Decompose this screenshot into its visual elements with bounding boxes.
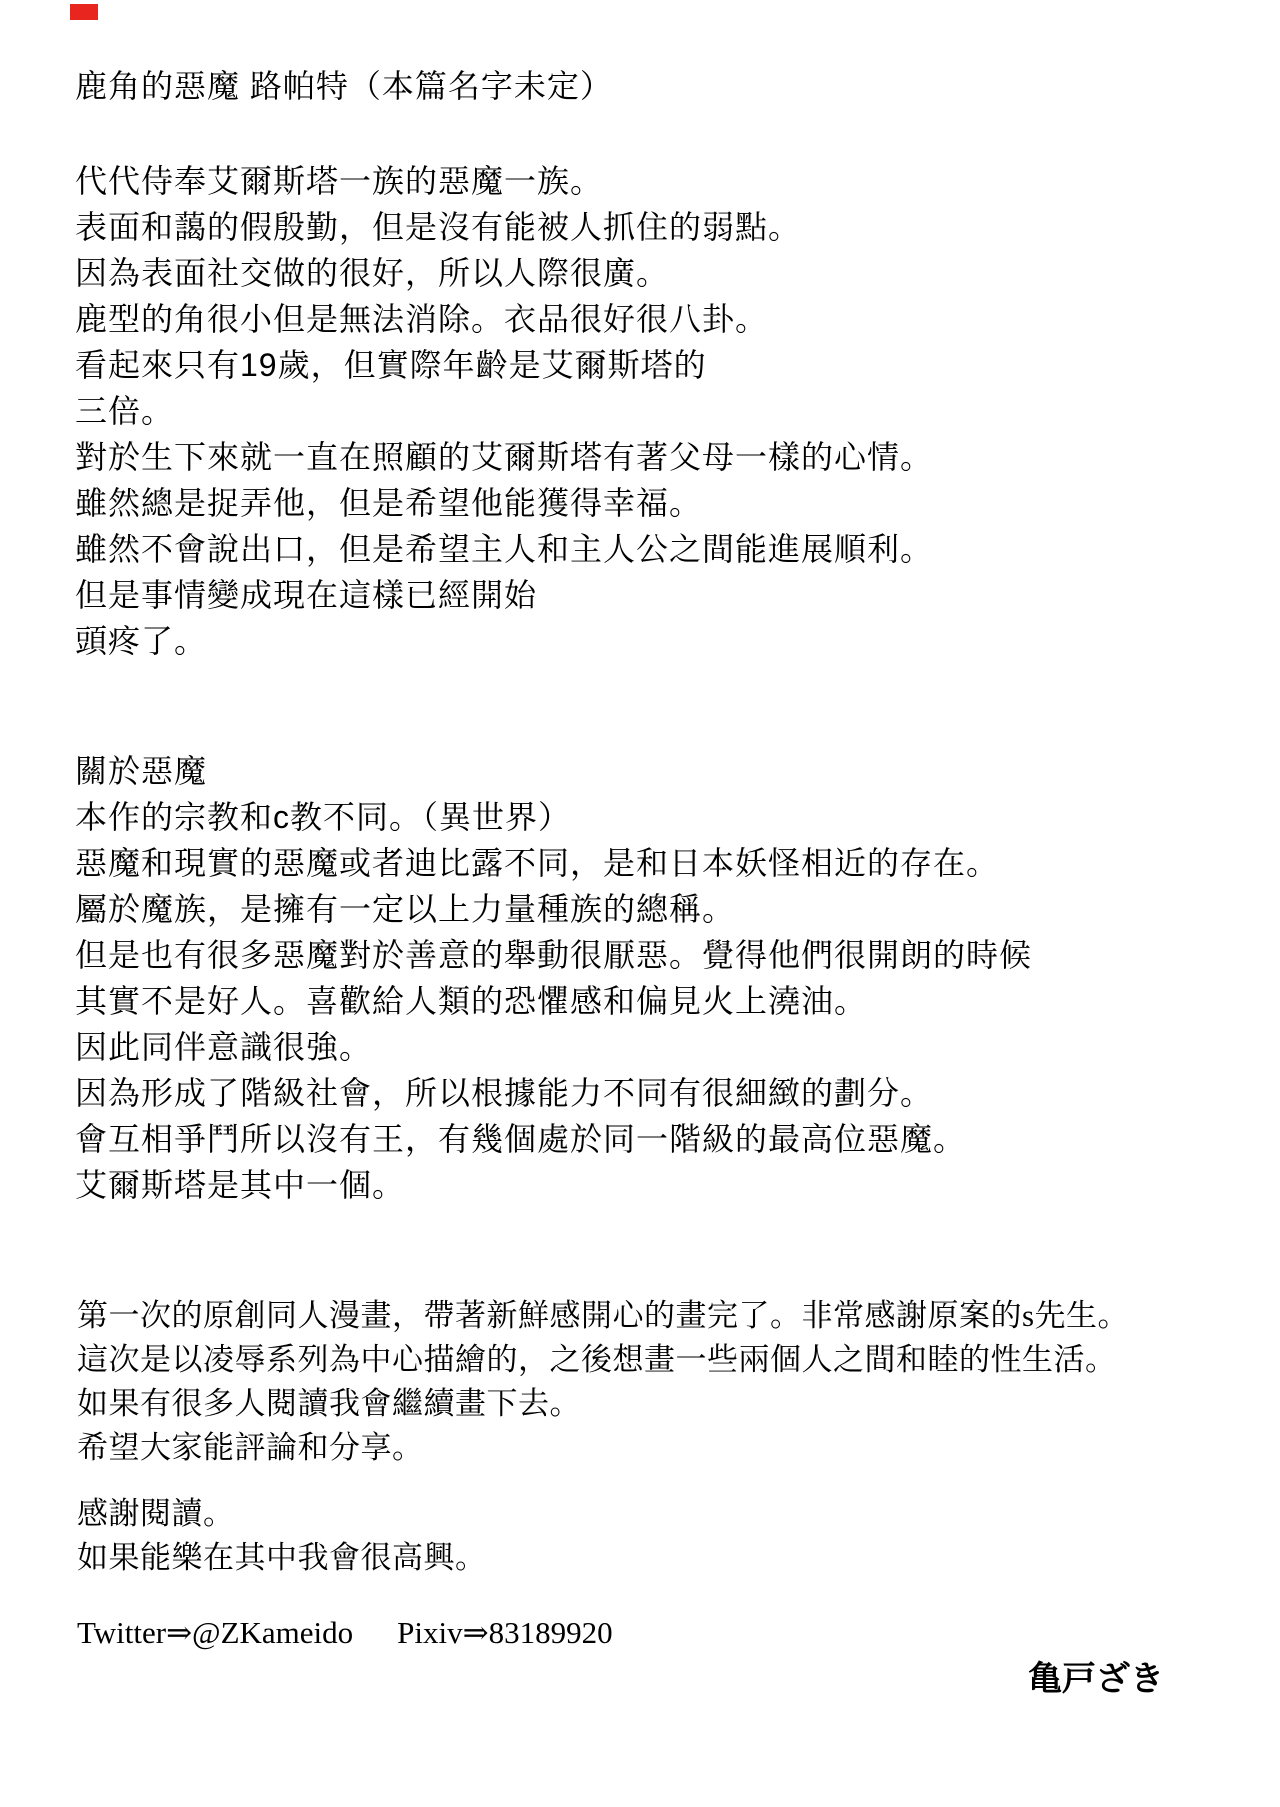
text-line: 看起來只有19歲，但實際年齡是艾爾斯塔的	[75, 347, 707, 383]
red-mark	[70, 4, 98, 20]
text-line: 這次是以凌辱系列為中心描繪的，之後想畫一些兩個人之間和睦的性生活。	[77, 1342, 1117, 1377]
text-line: 但是也有很多惡魔對於善意的舉動很厭惡。覺得他們很開朗的時候	[75, 937, 1033, 973]
text-line: 對於生下來就一直在照顧的艾爾斯塔有著父母一樣的心情。	[75, 439, 934, 475]
pixiv-id: Pixiv⇒83189920	[397, 1615, 613, 1650]
author-signature: 亀戸ざき	[1028, 1661, 1164, 1698]
page-title: 鹿角的惡魔 路帕特（本篇名字未定）	[75, 68, 613, 104]
text-line: 惡魔和現實的惡魔或者迪比露不同，是和日本妖怪相近的存在。	[75, 845, 1000, 881]
character-notes-section	[75, 158, 933, 664]
text-line: 雖然不會說出口，但是希望主人和主人公之間能進展順利。	[75, 531, 934, 567]
text-line: 因為形成了階級社會，所以根據能力不同有很細緻的劃分。	[75, 1075, 934, 1111]
text-line: 第一次的原創同人漫畫，帶著新鮮感開心的畫完了。非常感謝原案的s先生。	[77, 1298, 1130, 1333]
text-line: 希望大家能評論和分享。	[77, 1430, 424, 1465]
section-heading: 關於惡魔	[75, 753, 208, 789]
text-line: 感謝閱讀。	[77, 1496, 235, 1531]
text-line: 本作的宗教和c教不同。（異世界）	[75, 799, 572, 835]
text-line: 如果能樂在其中我會很高興。	[77, 1540, 487, 1575]
text-line: 艾爾斯塔是其中一個。	[75, 1167, 406, 1203]
afterword-section	[77, 1294, 1129, 1470]
twitter-handle: Twitter⇒@ZKameido	[77, 1615, 354, 1650]
text-line: 因為表面社交做的很好，所以人際很廣。	[75, 255, 670, 291]
text-line: 頭疼了。	[75, 623, 208, 659]
text-line: 因此同伴意識很強。	[75, 1029, 373, 1065]
text-line: 鹿型的角很小但是無法消除。衣品很好很八卦。	[75, 301, 769, 337]
text-line: 屬於魔族，是擁有一定以上力量種族的總稱。	[75, 891, 736, 927]
thanks-section	[77, 1492, 487, 1580]
text-line: 表面和藹的假殷勤，但是沒有能被人抓住的弱點。	[75, 209, 802, 245]
contact-line	[77, 1612, 613, 1654]
text-line: 如果有很多人閱讀我會繼續畫下去。	[77, 1386, 581, 1421]
text-line: 其實不是好人。喜歡給人類的恐懼感和偏見火上澆油。	[75, 983, 868, 1019]
demon-notes-section	[75, 748, 1032, 1208]
text-line: 代代侍奉艾爾斯塔一族的惡魔一族。	[75, 163, 604, 199]
text-line: 但是事情變成現在這樣已經開始	[75, 577, 538, 613]
text-line: 三倍。	[75, 393, 175, 429]
text-line: 會互相爭鬥所以沒有王，有幾個處於同一階級的最高位惡魔。	[75, 1121, 967, 1157]
text-line: 雖然總是捉弄他，但是希望他能獲得幸福。	[75, 485, 703, 521]
